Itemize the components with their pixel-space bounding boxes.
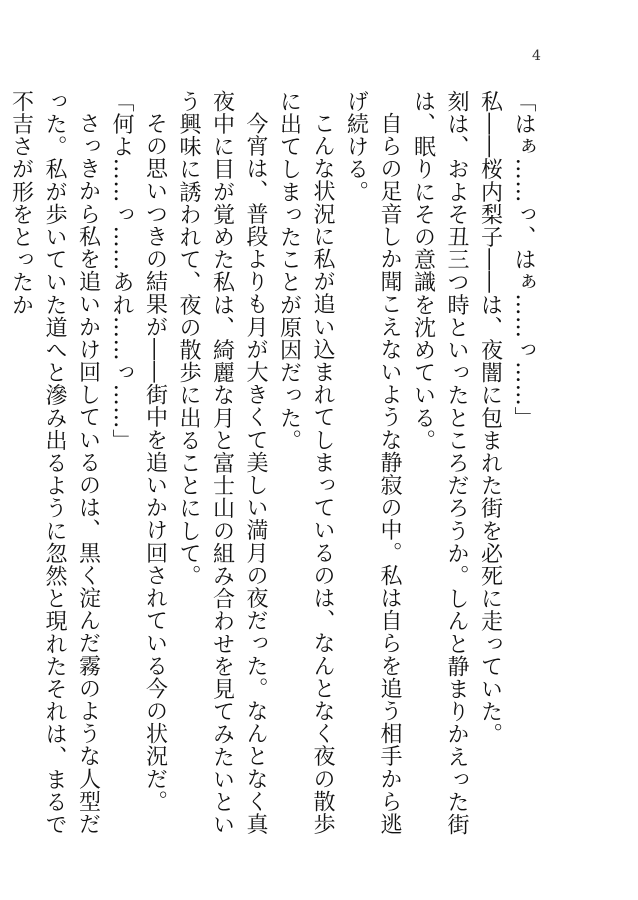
paragraph: 私――桜内梨子――は、夜闇に包まれた街を必死に走っていた。 <box>477 90 503 746</box>
paragraph: 今宵は、普段よりも月が大きくて美しい満月の夜だった。なんとなく真夜中に目が覚めた私は、綺麗な月と富士山の組み合わせを見てみたいという興味に誘われて、夜の散歩に出ることにして。 <box>176 90 268 836</box>
vertical-text-body <box>8 90 540 850</box>
paragraph: 自らの足音しか聞こえないような静寂の中。私は自らを追う相手から逃げ続ける。 <box>343 90 402 836</box>
paragraph: 刻は、およそ丑三つ時といったところだろうか。しんと静まりかえった街は、眠りにその意識を沈めている。 <box>410 90 469 836</box>
paragraph: 「はぁ……っ、はぁ……っ……」 <box>511 90 536 429</box>
paragraph: 「何よ……っ……あれ……っ……」 <box>109 90 134 452</box>
page-number: 4 <box>532 48 541 64</box>
paragraph: その思いつきの結果が――街中を追いかけ回されている今の状況だ。 <box>142 112 168 813</box>
paragraph: こんな状況に私が追い込まれてしまっているのは、なんとなく夜の散歩に出てしまったことが原因だった。 <box>276 90 335 836</box>
paragraph: さっきから私を追いかけ回しているのは、黒く淀んだ霧のような人型だった。私が歩いていた道へと滲み出るように忽然と現れたそれは、まるで不吉さが形をとったか <box>8 90 101 836</box>
